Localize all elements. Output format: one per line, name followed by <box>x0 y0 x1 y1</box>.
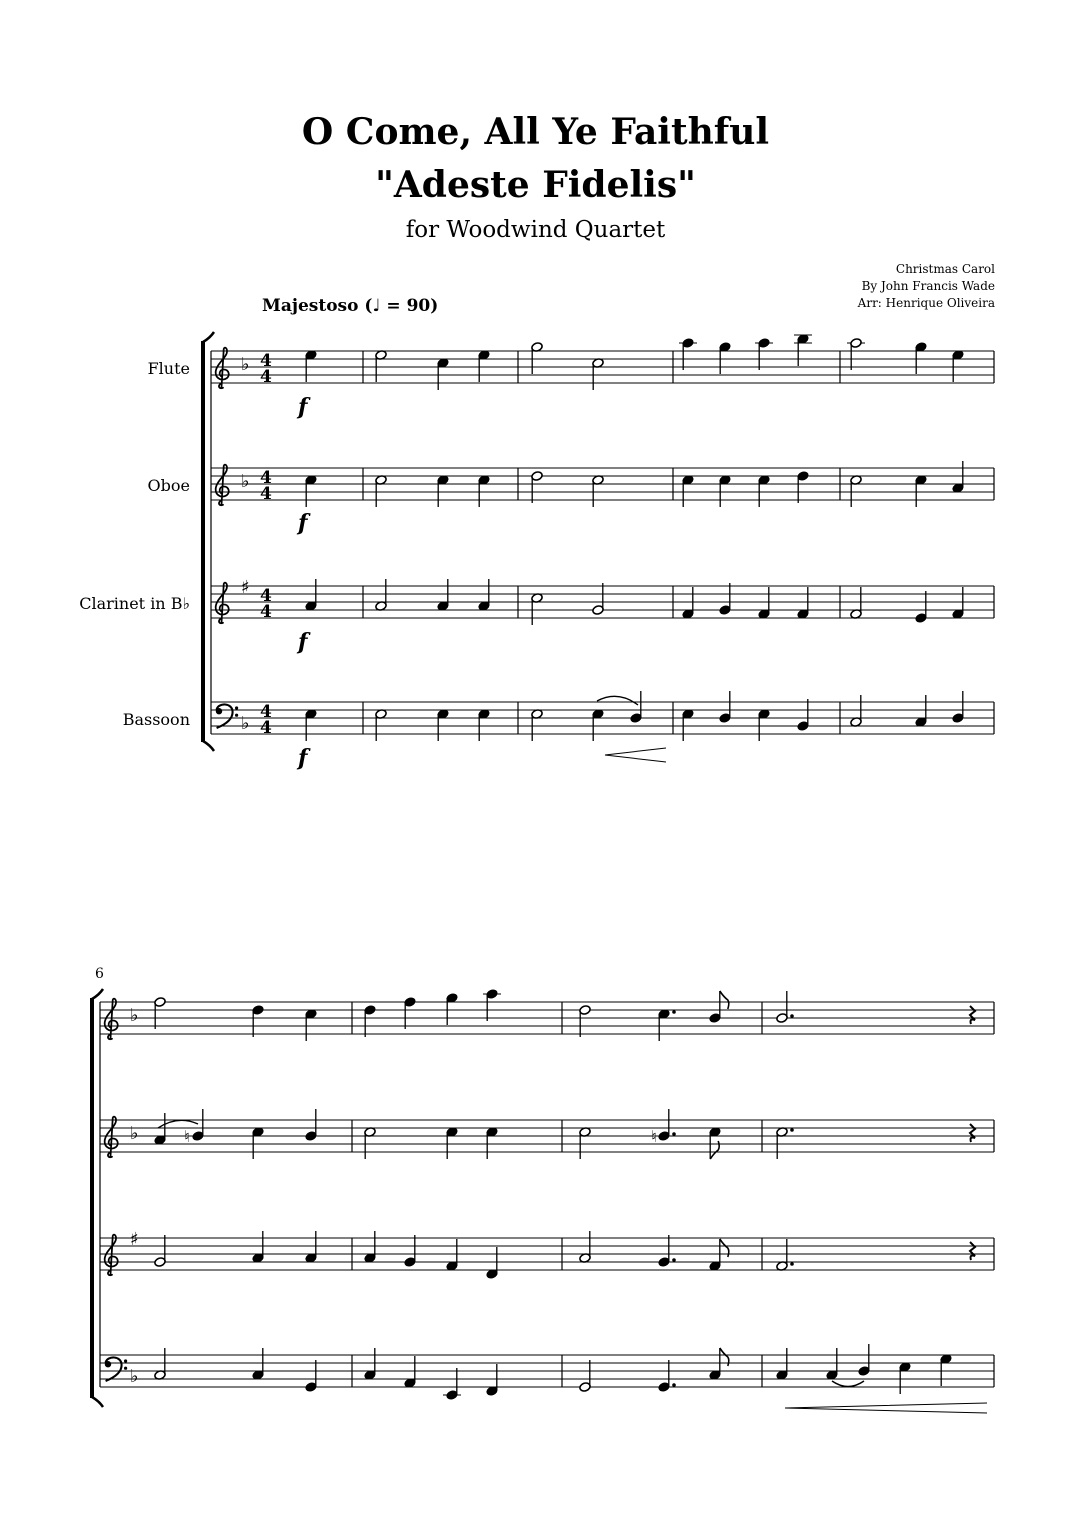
note-flag <box>720 991 729 1009</box>
note-head <box>446 1390 458 1401</box>
flat-icon: ♭ <box>130 1005 139 1026</box>
measure-number: 6 <box>95 966 104 982</box>
note-head <box>719 713 731 724</box>
treble-clef-icon <box>105 1117 118 1158</box>
svg-text:4: 4 <box>260 702 272 722</box>
note-flag <box>710 1141 719 1159</box>
quarter-rest <box>970 1242 975 1260</box>
natural-icon: ♮ <box>651 1127 657 1146</box>
slur <box>832 1381 864 1387</box>
score-title-alt: "Adeste Fidelis" <box>375 164 696 206</box>
svg-text:4: 4 <box>260 468 272 488</box>
augmentation-dot <box>790 1128 794 1132</box>
note-head <box>404 1257 416 1268</box>
note-head <box>719 342 731 353</box>
note-head <box>850 338 862 349</box>
note-head <box>437 475 449 486</box>
note-head <box>592 605 604 616</box>
tempo-paren-close: ) <box>430 296 439 316</box>
flat-icon: ♭ <box>241 354 250 375</box>
note-head <box>531 342 543 353</box>
note-head <box>478 350 490 361</box>
staff-oboe-2 <box>100 1120 994 1152</box>
augmentation-dot <box>790 1262 794 1266</box>
flat-icon: ♭ <box>130 1366 139 1387</box>
note-head <box>375 601 387 612</box>
note-head <box>305 1009 317 1020</box>
natural-icon: ♮ <box>184 1127 190 1146</box>
note-head <box>682 338 694 349</box>
note-head <box>719 475 731 486</box>
tempo-marking <box>262 296 438 316</box>
note-head <box>364 1005 376 1016</box>
staff-clarinet-2 <box>100 1238 994 1270</box>
note-head <box>446 1261 458 1272</box>
augmentation-dot <box>672 1258 676 1262</box>
augmentation-dot <box>790 1014 794 1018</box>
note-head <box>375 709 387 720</box>
staff-flute <box>211 351 994 383</box>
note-head <box>579 1127 591 1138</box>
svg-text:f: f <box>298 629 308 655</box>
instrument-label-clarinet: Clarinet in B♭ <box>79 594 190 613</box>
note-head <box>446 1127 458 1138</box>
note-head <box>252 1127 264 1138</box>
note-head <box>797 334 809 345</box>
note-head <box>952 713 964 724</box>
note-head <box>776 1261 788 1272</box>
svg-text:4: 4 <box>260 367 272 387</box>
tempo-bpm: 90 <box>406 296 431 316</box>
note-head <box>630 713 642 724</box>
note-head <box>446 993 458 1004</box>
note-head <box>305 475 317 486</box>
system-1 <box>203 332 994 771</box>
note-head <box>364 1253 376 1264</box>
note-head <box>682 475 694 486</box>
staff-flute-2 <box>100 1002 994 1034</box>
staff-clarinet <box>211 586 994 618</box>
svg-text:4: 4 <box>260 602 272 622</box>
note-head <box>305 601 317 612</box>
slur <box>158 1120 198 1128</box>
note-head <box>658 1382 670 1393</box>
augmentation-dot <box>672 1010 676 1014</box>
note-head <box>437 358 449 369</box>
note-head <box>154 1370 166 1381</box>
note-flag <box>720 1348 729 1366</box>
note-head <box>364 1127 376 1138</box>
note-head <box>658 1257 670 1268</box>
note-head <box>776 1013 788 1024</box>
svg-text:f: f <box>298 394 308 420</box>
note-head <box>952 483 964 494</box>
note-head <box>858 1366 870 1377</box>
svg-text:f: f <box>298 745 308 771</box>
note-head <box>531 709 543 720</box>
note-head <box>486 1386 498 1397</box>
note-head <box>478 709 490 720</box>
note-head <box>758 709 770 720</box>
note-head <box>658 1131 670 1142</box>
flat-icon: ♭ <box>241 713 250 734</box>
note-head <box>252 1253 264 1264</box>
flat-icon: ♭ <box>241 471 250 492</box>
sharp-icon: ♯ <box>130 1229 139 1250</box>
note-head <box>579 1382 591 1393</box>
svg-text:4: 4 <box>260 351 272 371</box>
note-head <box>154 1257 166 1268</box>
instrument-label-oboe: Oboe <box>147 476 190 495</box>
note-head <box>776 1127 788 1138</box>
note-head <box>940 1354 952 1365</box>
slur <box>597 696 638 705</box>
note-head <box>915 475 927 486</box>
note-head <box>915 717 927 728</box>
note-head <box>437 709 449 720</box>
quarter-rest <box>970 1006 975 1024</box>
note-head <box>252 1005 264 1016</box>
staff-oboe <box>211 468 994 500</box>
note-head <box>709 1013 721 1024</box>
note-head <box>952 350 964 361</box>
note-head <box>592 709 604 720</box>
credit-source: Christmas Carol <box>895 262 995 276</box>
note-head <box>899 1362 911 1373</box>
note-head <box>682 709 694 720</box>
note-head <box>364 1370 376 1381</box>
tempo-paren-open: ( <box>364 296 373 316</box>
treble-clef-icon <box>216 348 229 389</box>
note-head <box>658 1009 670 1020</box>
barlines <box>211 351 994 734</box>
note-head <box>758 475 770 486</box>
note-head <box>915 613 927 624</box>
note-head <box>305 1382 317 1393</box>
note-head <box>375 350 387 361</box>
note-head <box>531 471 543 482</box>
dynamic-marks <box>296 394 311 771</box>
credit-arranger: Arr: Henrique Oliveira <box>857 296 995 310</box>
note-head <box>486 1127 498 1138</box>
note-head <box>758 609 770 620</box>
note-head <box>192 1131 204 1142</box>
staff-bassoon <box>211 702 994 734</box>
instrument-label-flute: Flute <box>147 359 190 378</box>
note-head <box>709 1370 721 1381</box>
note-head <box>305 1131 317 1142</box>
note-head <box>486 989 498 1000</box>
barlines-2 <box>100 1002 994 1387</box>
treble-clef-icon <box>216 583 229 624</box>
treble-clef-icon <box>216 465 229 506</box>
crescendo-hairpin <box>785 1403 987 1413</box>
note-head <box>719 605 731 616</box>
note-head <box>579 1253 591 1264</box>
sharp-icon: ♯ <box>241 577 250 598</box>
note-head <box>154 997 166 1008</box>
note-head <box>592 358 604 369</box>
note-head <box>252 1370 264 1381</box>
note-head <box>952 609 964 620</box>
note-head <box>797 609 809 620</box>
score-subtitle: for Woodwind Quartet <box>405 217 666 243</box>
note-head <box>375 475 387 486</box>
note-head <box>709 1261 721 1272</box>
svg-text:4: 4 <box>260 586 272 606</box>
note-head <box>486 1269 498 1280</box>
system-2 <box>92 989 994 1407</box>
augmentation-dot <box>672 1132 676 1136</box>
tempo-equals: = <box>386 296 401 316</box>
note-head <box>682 609 694 620</box>
note-flag <box>720 1239 729 1257</box>
bass-clef-icon <box>105 1357 127 1381</box>
note-head <box>404 997 416 1008</box>
note-head <box>797 471 809 482</box>
flat-icon: ♭ <box>130 1123 139 1144</box>
note-head <box>758 338 770 349</box>
treble-clef-icon <box>105 1235 118 1276</box>
quarter-rest <box>970 1124 975 1142</box>
note-head <box>826 1370 838 1381</box>
note-head <box>478 475 490 486</box>
time-signature <box>260 351 272 738</box>
note-head <box>154 1135 166 1146</box>
note-head <box>404 1378 416 1389</box>
note-head <box>305 350 317 361</box>
note-head <box>797 721 809 732</box>
note-head <box>850 717 862 728</box>
treble-clef-icon <box>105 999 118 1040</box>
note-head <box>915 342 927 353</box>
credit-composer: By John Francis Wade <box>861 279 995 293</box>
score-title: O Come, All Ye Faithful <box>301 111 770 153</box>
bass-clef-icon <box>216 704 238 728</box>
note-head <box>592 475 604 486</box>
instrument-label-bassoon: Bassoon <box>122 710 190 729</box>
note-head <box>305 1253 317 1264</box>
crescendo-hairpin <box>605 748 666 762</box>
quarter-note-icon: ♩ <box>372 296 381 316</box>
note-head <box>305 709 317 720</box>
svg-text:4: 4 <box>260 718 272 738</box>
svg-text:f: f <box>298 510 308 536</box>
svg-text:4: 4 <box>260 484 272 504</box>
note-head <box>709 1127 721 1138</box>
note-head <box>850 475 862 486</box>
note-head <box>531 593 543 604</box>
note-head <box>437 601 449 612</box>
staff-bassoon-2 <box>100 1355 994 1387</box>
note-head <box>579 1005 591 1016</box>
note-head <box>850 609 862 620</box>
tempo-text: Majestoso <box>262 296 359 316</box>
note-head <box>776 1370 788 1381</box>
augmentation-dot <box>672 1383 676 1387</box>
note-head <box>478 601 490 612</box>
notes-layer <box>154 334 987 1413</box>
